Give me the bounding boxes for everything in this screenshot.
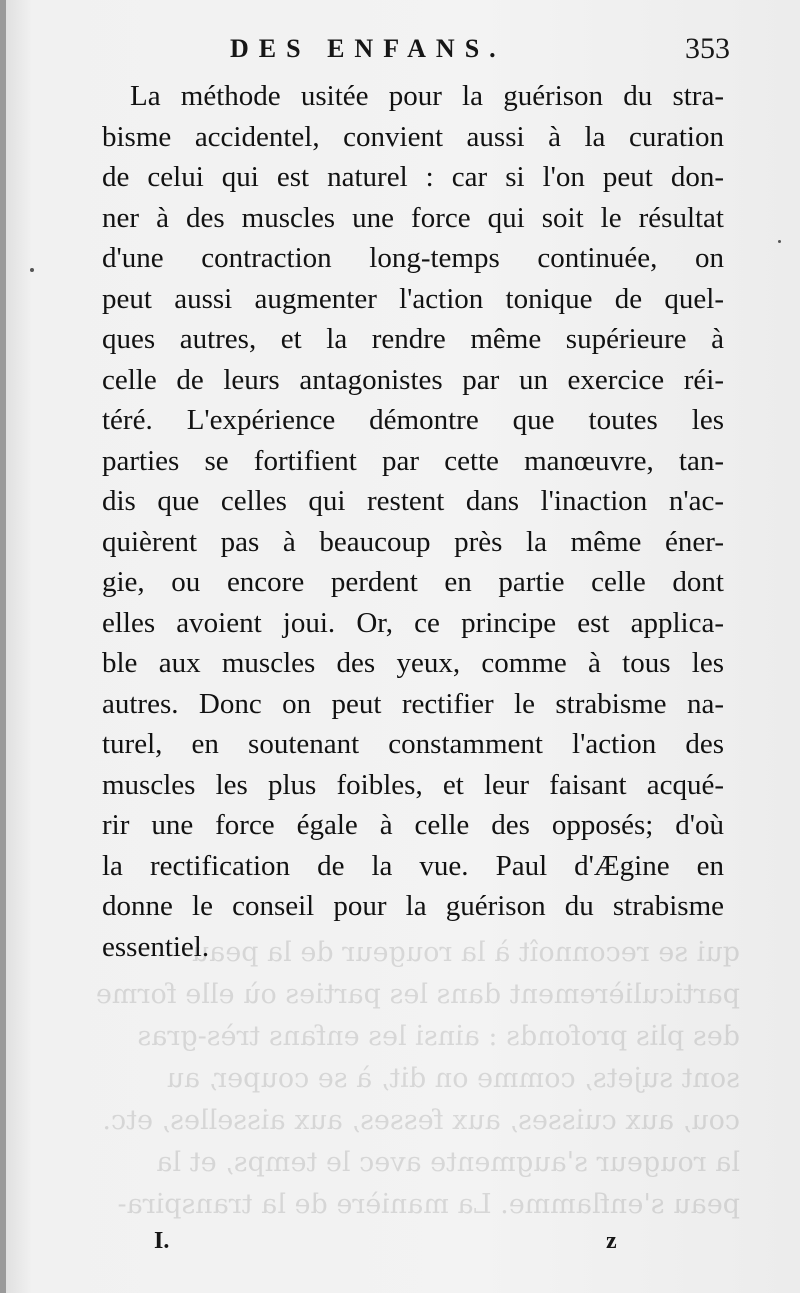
text-line: celle de leurs antagonistes par un exercice réi- [102,363,724,396]
text-line: muscles les plus foibles, et leur faisant acqué- [102,768,724,801]
signature-mark-left: I. [154,1228,170,1254]
ink-speck [30,268,34,272]
text-line: rir une force égale à celle des opposés; d'où [102,809,724,841]
text-line: donne le conseil pour la guérison du strabisme [102,890,724,922]
text-line: elles avoient joui. Or, ce principe est applica- [102,606,724,639]
text-line: turel, en soutenant constamment l'action des [102,728,724,760]
text-line: autres. Donc on peut rectifier le strabisme na- [102,687,724,720]
page-gutter-edge [0,0,6,1293]
show-through-bleed: qui se reconnoît à la rougeur de la peau particulièrement dans les parties où elle forme des plis profonds : ainsi les enfans très-gras sont sujets, comme on dit, à se couper, au cou, aux cuisses, aux fesses, aux aisselles, etc. la rougeur s'augmente avec le temps, et la peau s'enflamme. La manière de la transpira- [95,937,740,1220]
text-line: téré. L'expérience démontre que toutes les [102,404,724,436]
body-text [102,76,724,967]
text-line: La méthode usitée pour la guérison du stra- [130,80,724,112]
text-line: peut aussi augmenter l'action tonique de quel- [102,282,724,315]
text-line: quièrent pas à beaucoup près la même éner- [102,525,724,558]
text-line: ques autres, et la rendre même supérieure à [102,323,724,355]
text-line: ner à des muscles une force qui soit le résultat [102,201,724,234]
text-line: bisme accidentel, convient aussi à la curation [102,120,724,153]
text-line: dis que celles qui restent dans l'inaction n'ac- [102,485,724,517]
signature-mark-right: z [606,1228,617,1254]
text-line: de celui qui est naturel : car si l'on peut don- [102,161,724,193]
running-head [100,30,740,70]
text-line: la rectification de la vue. Paul d'Ægine en [102,849,724,882]
text-line: ble aux muscles des yeux, comme à tous les [102,647,724,679]
text-line: d'une contraction long-temps continuée, on [102,242,724,274]
running-head-title: DES ENFANS. [230,34,506,63]
text-line: gie, ou encore perdent en partie celle dont [102,566,724,598]
text-line: essentiel. [102,930,210,963]
page-number: 353 [685,32,730,65]
ink-speck [778,240,781,243]
text-line: parties se fortifient par cette manœuvre, tan- [102,444,724,477]
